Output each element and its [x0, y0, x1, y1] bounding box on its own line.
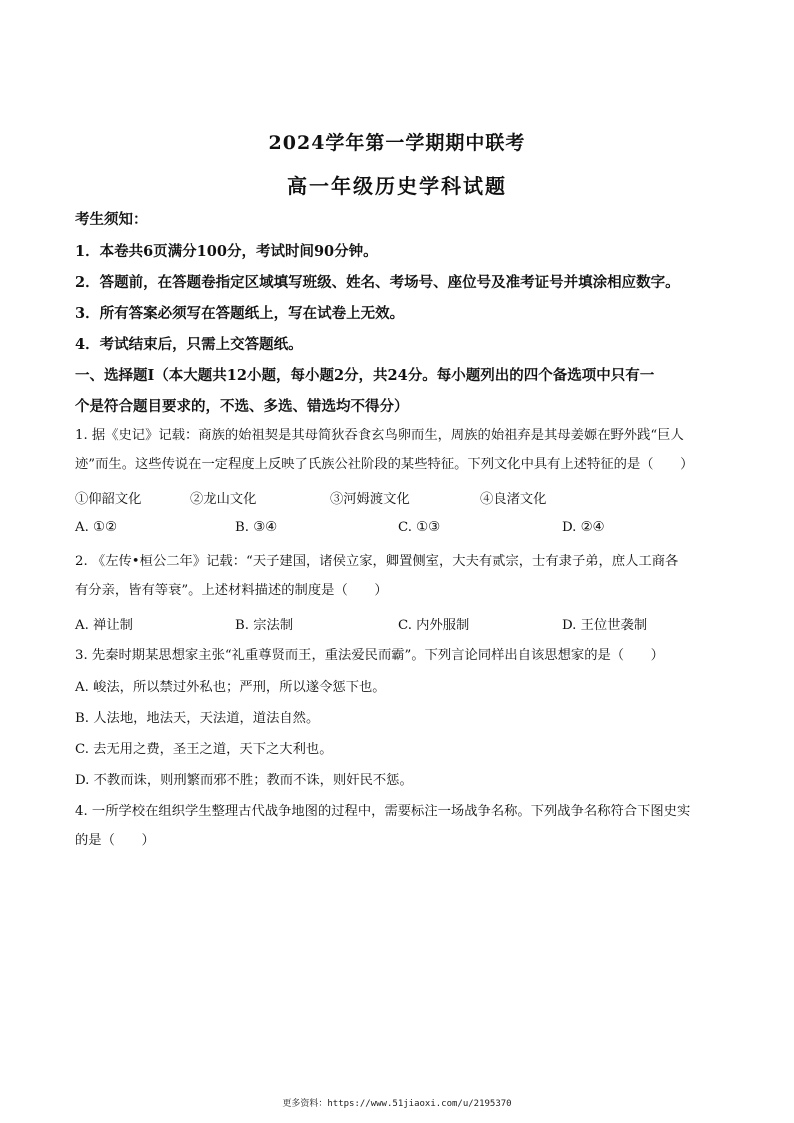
q1-stem-line-2: 迹”而生。这些传说在一定程度上反映了氏族公社阶段的某些特征。下列文化中具有上述特征的是（ ） — [75, 457, 694, 472]
q4-stem-line-2: 的是（ ） — [75, 833, 155, 848]
q2-stem-line-2: 有分亲，皆有等衰”。上述材料描述的制度是（ ） — [75, 583, 388, 598]
q1-item-4: ④良渚文化 — [480, 492, 547, 507]
q2-stem-line-1: 2. 《左传•桓公二年》记载：“天子建国，诸侯立家，卿置侧室，大夫有贰宗，士有隶子弟，庶人工商各 — [75, 554, 679, 569]
q1-stem-line-1: 1. 据《史记》记载：商族的始祖契是其母简狄吞食玄鸟卵而生，周族的始祖弃是其母姜嫄在野外践“巨人 — [75, 428, 684, 443]
q2-option-a: A. 禅让制 — [75, 618, 133, 633]
q4-stem-line-1: 4. 一所学校在组织学生整理古代战争地图的过程中，需要标注一场战争名称。下列战争名称符合下图史实 — [75, 804, 691, 819]
q3-stem: 3. 先秦时期某思想家主张“礼重尊贤而王，重法爱民而霸”。下列言论同样出自该思想家的是（ ） — [75, 648, 664, 663]
q1-item-1: ①仰韶文化 — [75, 492, 142, 507]
section-heading-line-1: 一、选择题Ⅰ（本大题共12小题，每小题2分，共24分。每小题列出的四个备选项中只有一 — [75, 367, 655, 384]
q1-option-c: C. ①③ — [398, 520, 440, 535]
notice-heading: 考生须知： — [75, 211, 148, 228]
notice-item-2: 2．答题前，在答题卷指定区域填写班级、姓名、考场号、座位号及准考证号并填涂相应数字。 — [75, 274, 680, 291]
notice-item-3: 3．所有答案必须写在答题纸上，写在试卷上无效。 — [75, 305, 405, 322]
q1-option-d: D. ②④ — [562, 520, 605, 535]
footer-link[interactable]: 更多资料：https://www.51jiaoxi.com/u/2195370 — [282, 1099, 512, 1109]
q3-option-b: B. 人法地，地法天，天法道，道法自然。 — [75, 711, 320, 726]
notice-item-1: 1．本卷共6页满分100分，考试时间90分钟。 — [75, 243, 378, 260]
notice-item-4: 4．考试结束后，只需上交答题纸。 — [75, 336, 303, 353]
q1-item-2: ②龙山文化 — [190, 492, 257, 507]
q3-option-d: D. 不教而诛，则刑繁而邪不胜；教而不诛，则奸民不惩。 — [75, 773, 413, 788]
q3-option-c: C. 去无用之费，圣王之道，天下之大利也。 — [75, 742, 333, 757]
q3-option-a: A. 峻法，所以禁过外私也；严刑，所以遂令惩下也。 — [75, 680, 386, 695]
q2-option-b: B. 宗法制 — [235, 618, 294, 633]
q2-option-c: C. 内外服制 — [398, 618, 470, 633]
q1-option-b: B. ③④ — [235, 520, 278, 535]
q1-item-3: ③河姆渡文化 — [330, 492, 410, 507]
section-heading-line-2: 个是符合题目要求的，不选、多选、错选均不得分） — [75, 398, 409, 415]
exam-subtitle: 高一年级历史学科试题 — [287, 174, 507, 198]
exam-title: 2024学年第一学期期中联考 — [268, 132, 526, 154]
q2-option-d: D. 王位世袭制 — [562, 618, 648, 633]
q1-option-a: A. ①② — [75, 520, 117, 535]
